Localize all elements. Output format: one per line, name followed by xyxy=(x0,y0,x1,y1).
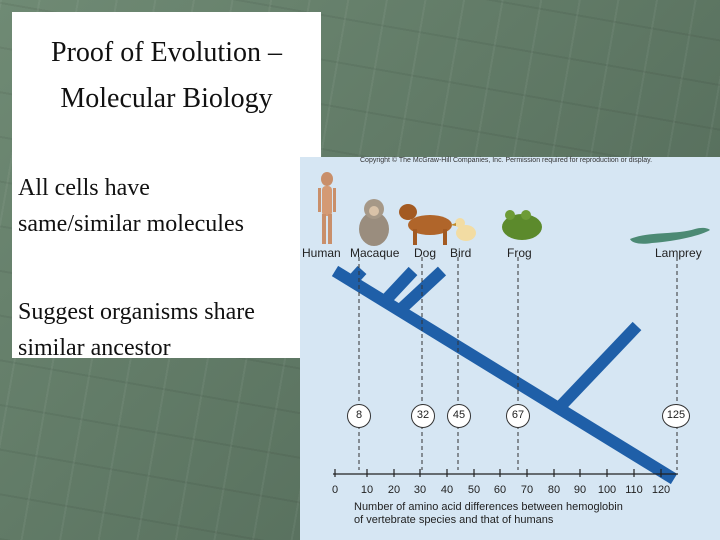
phylogeny-diagram xyxy=(300,157,720,540)
bird-illustration-icon xyxy=(450,218,476,241)
difference-bird: 45 xyxy=(447,404,471,428)
label-lamprey: Lamprey xyxy=(655,246,702,260)
phylogeny-figure xyxy=(300,157,720,540)
tick-label: 80 xyxy=(547,484,561,496)
label-macaque: Macaque xyxy=(350,246,400,260)
bullet-cells-line-2: same/similar molecules xyxy=(18,211,244,237)
tick-label: 60 xyxy=(493,484,507,496)
axis-title-line-2: of vertebrate species and that of humans xyxy=(354,514,554,526)
tick-label: 0 xyxy=(331,484,339,496)
tick-label: 110 xyxy=(625,484,643,496)
branch-macaque xyxy=(352,270,362,281)
difference-macaque: 8 xyxy=(347,404,371,428)
axis-title xyxy=(354,501,623,527)
bullet-cells-line-1: All cells have xyxy=(18,175,150,201)
title-line-2: Molecular Biology xyxy=(60,83,273,114)
bullet-cells xyxy=(18,170,244,242)
x-axis xyxy=(333,469,678,477)
bullet-ancestor-line-2: similar ancestor xyxy=(18,335,171,361)
title-line-1: Proof of Evolution – xyxy=(51,37,282,68)
difference-frog: 67 xyxy=(506,404,530,428)
frog-illustration-icon xyxy=(502,210,542,240)
copyright-notice: Copyright © The McGraw-Hill Companies, Inc. Permission required for reproduction or display. xyxy=(360,157,653,164)
bullet-ancestor xyxy=(18,294,255,366)
tick-label: 70 xyxy=(520,484,534,496)
label-frog: Frog xyxy=(507,246,532,260)
dog-illustration-icon xyxy=(399,204,452,245)
label-bird: Bird xyxy=(450,246,472,260)
macaque-illustration-icon xyxy=(359,199,389,246)
tick-label: 50 xyxy=(467,484,481,496)
human-illustration-icon xyxy=(318,172,336,244)
tick-label: 10 xyxy=(360,484,374,496)
phylogenetic-tree xyxy=(335,270,674,479)
dashed-guides xyxy=(359,257,677,470)
tick-label: 40 xyxy=(440,484,454,496)
label-human: Human xyxy=(302,246,341,260)
label-dog: Dog xyxy=(414,246,437,260)
lamprey-illustration-icon xyxy=(630,228,710,244)
tick-label: 20 xyxy=(387,484,401,496)
tick-label: 100 xyxy=(597,484,617,496)
tick-label: 90 xyxy=(573,484,587,496)
slide-title xyxy=(12,30,321,122)
difference-dog: 32 xyxy=(411,404,435,428)
tick-label: 30 xyxy=(413,484,427,496)
tick-label: 120 xyxy=(651,484,671,496)
axis-title-line-1: Number of amino acid differences between hemoglobin xyxy=(354,501,623,513)
text-panel xyxy=(12,12,321,361)
bullet-ancestor-line-1: Suggest organisms share xyxy=(18,299,255,325)
difference-lamprey: 125 xyxy=(662,404,690,428)
branch-lamprey xyxy=(558,326,637,409)
